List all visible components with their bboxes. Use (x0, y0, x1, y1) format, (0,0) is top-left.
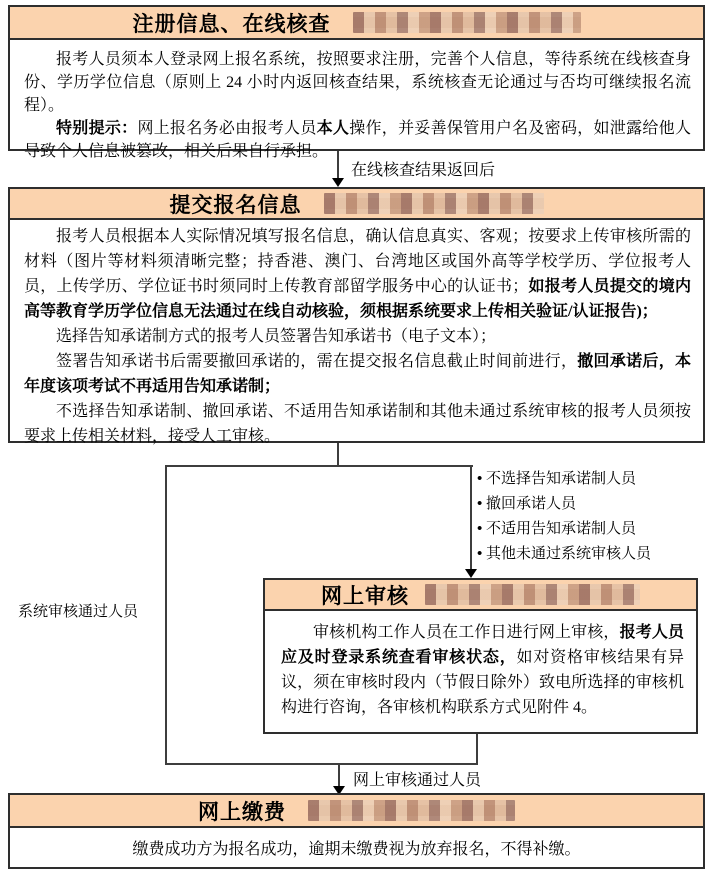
paragraph (24, 399, 691, 449)
right-branch-bullet-list (477, 467, 651, 567)
edge-label-online-check-returned: 在线核查结果返回后 (351, 162, 496, 179)
step-title: 网上审核 (321, 583, 409, 608)
redacted-text (425, 584, 640, 605)
emphasis-text: 撤回承诺后，本年度该项考试不再适用告知承诺制； (24, 353, 691, 395)
connector-line (165, 763, 478, 765)
body-text: 网上报名务必由报考人员 (137, 120, 317, 137)
emphasis-text: 如报考人员提交的境内高等教育学历学位信息无法通过在线自动核验，须根据系统要求上传相关验证/认证报告)； (24, 278, 691, 320)
connector-line (165, 465, 473, 467)
connector-line (337, 443, 339, 467)
paragraph (24, 349, 691, 399)
step-body (265, 611, 696, 720)
edge-label-review-passed: 网上审核通过人员 (353, 772, 482, 789)
step-header (265, 580, 696, 611)
branch-bullet-item: • 不适用告知承诺制人员 (477, 517, 651, 542)
body-text: 如对资格审核结果有异议，须在审核时段内（节假日除外）致电所选择的审核机构进行咨询，各审核机构联系方式见附件 4。 (281, 649, 684, 716)
step-title: 提交报名信息 (169, 192, 302, 217)
down-arrow-icon (465, 569, 477, 578)
step-box-register-check (8, 5, 705, 160)
emphasis-text: 报考人员应及时登录系统查看审核状态， (281, 624, 684, 666)
emphasis-text: 特别提示： (56, 120, 138, 137)
body-text: 签署告知承诺书后需要撤回承诺的，需在提交报名信息截止时间前进行， (56, 353, 578, 370)
body-text: 报考人员须本人登录网上报名系统，按照要求注册，完善个人信息，等待系统在线核查身份、学历学位信息（原则上 24 小时内返回核查结果，系统核查无论通过与否均可继续报名流程）。 (24, 51, 691, 114)
emphasis-text: 本人 (316, 120, 350, 137)
step-body (10, 40, 703, 163)
step-box-submit-info (8, 187, 705, 443)
connector-line (165, 465, 167, 765)
step-body (10, 828, 703, 867)
body-text: 报考人员根据本人实际情况填写报名信息，确认信息真实、客观；按要求上传审核所需的材料（图片等材料须清晰完整；持香港、澳门、台湾地区或国外高等学校学历、学位报考人员，上传学历、学位证书时须同时上传教育部留学服务中心的认证书； (24, 228, 691, 295)
paragraph (24, 224, 691, 324)
edge-label-system-approved: 系统审核通过人员 (18, 604, 139, 620)
redacted-text (324, 193, 544, 214)
step-box-online-payment (8, 793, 705, 869)
connector-line (337, 151, 339, 180)
paragraph (281, 620, 684, 720)
connector-line (476, 734, 478, 765)
body-text: 操作，并妥善保管用户名及密码，如泄露给他人导致个人信息被篡改，相关后果自行承担。 (24, 120, 691, 160)
body-text: 选择告知承诺制方式的报考人员签署告知承诺书（电子文本）； (56, 328, 497, 345)
body-text: 审核机构工作人员在工作日进行网上审核， (313, 624, 620, 641)
paragraph (24, 324, 691, 349)
down-arrow-icon (332, 178, 344, 187)
step-header (10, 795, 703, 828)
paragraph (24, 48, 691, 117)
branch-bullet-item: • 撤回承诺人员 (477, 492, 651, 517)
branch-bullet-item: • 其他未通过系统审核人员 (477, 542, 651, 567)
step-body (10, 220, 703, 449)
branch-bullet-item: • 不选择告知承诺制人员 (477, 467, 651, 492)
step-header (10, 7, 703, 40)
step-title: 注册信息、在线核查 (132, 11, 331, 36)
body-text: 不选择告知承诺制、撤回承诺、不适用告知承诺制和其他未通过系统审核的报考人员须按要求上传相关材料，接受人工审核。 (24, 403, 691, 445)
step-header (10, 189, 703, 220)
step-box-online-review (263, 578, 698, 734)
step-title: 网上缴费 (198, 799, 286, 824)
connector-line (470, 465, 472, 571)
payment-note-text: 缴费成功方为报名成功，逾期未缴费视为放弃报名，不得补缴。 (132, 841, 581, 858)
redacted-text (308, 800, 515, 821)
redacted-text (353, 12, 581, 33)
